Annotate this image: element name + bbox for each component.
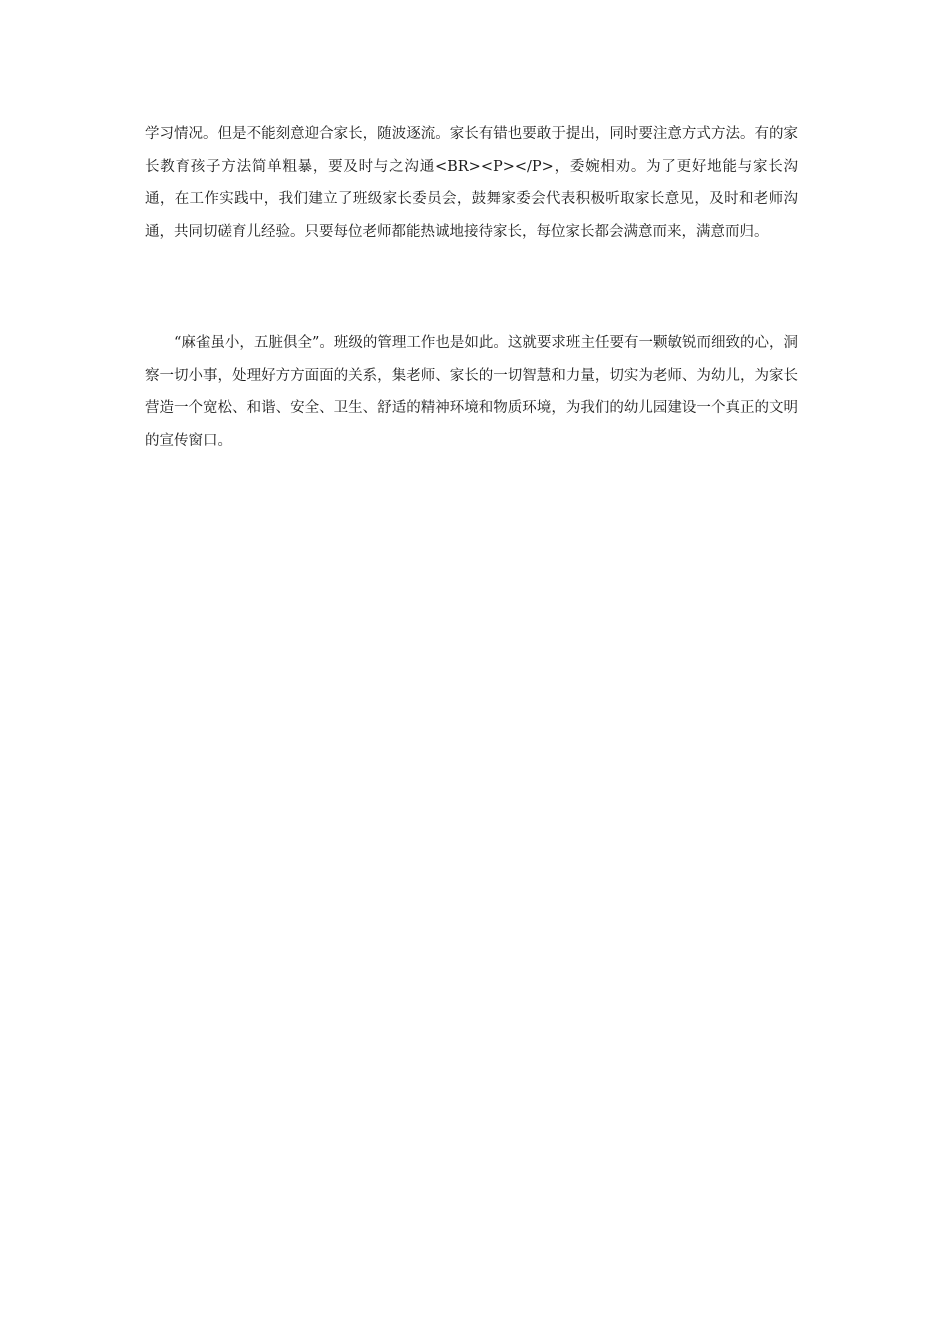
paragraph-class-management: “麻雀虽小，五脏俱全”。班级的管理工作也是如此。这就要求班主任要有一颗敏锐而细致的心，洞察一切小事，处理好方方面面的关系，集老师、家长的一切智慧和力量，切实为老师、为幼儿，为家长营造一个宽松、和谐、安全、卫生、舒适的精神环境和物质环境，为我们的幼儿园建设一个真正的文明的宣传窗口。 [145, 335, 798, 450]
paragraph-parent-communication: 学习情况。但是不能刻意迎合家长，随波逐流。家长有错也要敢于提出，同时要注意方式方法。有的家长教育孩子方法简单粗暴，要及时与之沟通<BR><P></P>，委婉相劝。为了更好地能与家长沟通，在工作实践中，我们建立了班级家长委员会，鼓舞家委会代表积极听取家长意见，及时和老师沟通，共同切磋育儿经验。只要每位老师都能热诚地接待家长，每位家长都会满意而来，满意而归。 [145, 126, 798, 241]
